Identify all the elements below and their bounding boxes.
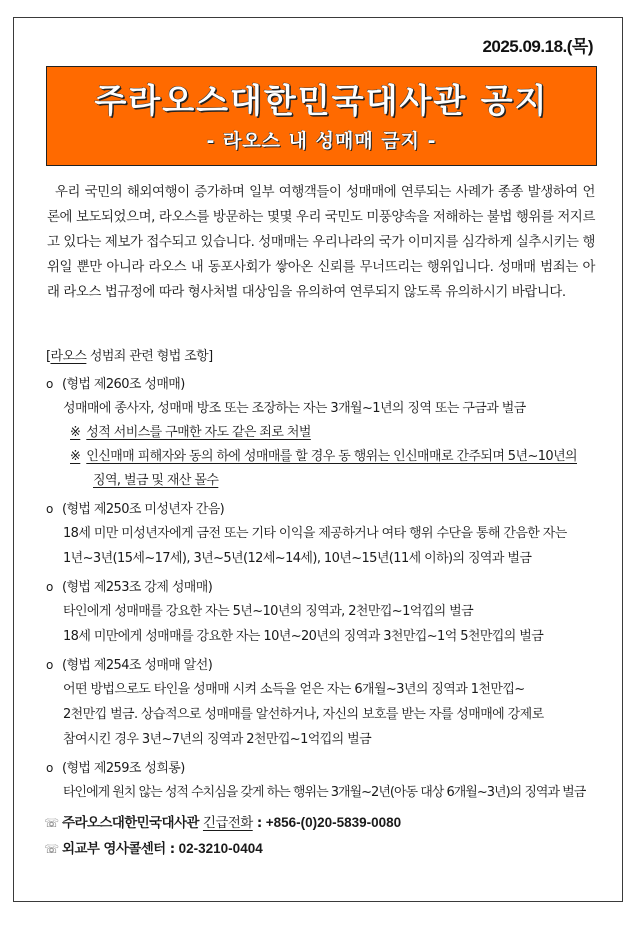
law-section — [46, 345, 601, 809]
phone-icon: ☏ — [44, 816, 59, 830]
contact-section — [44, 810, 401, 862]
law-line: 타인에게 원치 않는 성적 수치심을 갖게 하는 행위는 3개월~2년(아동 대상 6개월~3년)의 징역과 벌금 — [63, 785, 586, 800]
title-banner — [46, 66, 597, 166]
notice-subtitle: - 라오스 내 성매매 금지 - — [206, 130, 437, 152]
contact-org: 주라오스대한민국대사관 — [62, 815, 203, 831]
law-line: 타인에게 성매매를 강요한 자는 5년~10년의 징역과, 2천만낍~1억낍의 벌금 — [63, 604, 474, 619]
law-item-253 — [46, 575, 601, 649]
contact-phone-number[interactable]: +856-(0)20-5839-0080 — [265, 815, 402, 830]
law-note-continuation: 징역, 벌금 및 재산 몰수 — [93, 473, 219, 488]
intro-paragraph — [47, 180, 595, 305]
contact-embassy-emergency: ☏ 주라오스대한민국대사관 긴급전화 : +856-(0)20-5839-0080 — [44, 810, 401, 836]
bullet-icon: o — [46, 761, 53, 775]
law-line: 참여시킨 경우 3년~7년의 징역과 2천만낍~1억낍의 벌금 — [63, 732, 372, 747]
law-title: o (형법 제260조 성매매) — [46, 372, 601, 396]
law-item-250 — [46, 497, 601, 571]
law-section-heading: [라오스 성범죄 관련 형법 조항] — [46, 349, 213, 364]
law-line: 18세 미만에게 성매매를 강요한 자는 10년~20년의 징역과 3천만낍~1억 5천만낍의 벌금 — [63, 629, 544, 644]
bullet-icon: o — [46, 502, 53, 516]
reference-mark-icon: ※ — [70, 449, 81, 464]
notice-date: 2025.09.18.(목) — [482, 37, 593, 56]
law-title: o (형법 제259조 성희롱) — [46, 756, 601, 780]
law-line: 성매매에 종사자, 성매매 방조 또는 조장하는 자는 3개월~1년의 징역 또는 구금과 벌금 — [63, 401, 526, 416]
law-note: ※ 성적 서비스를 구매한 자도 같은 죄로 처벌 — [70, 425, 311, 440]
contact-org: 외교부 영사콜센터 — [62, 841, 166, 857]
heading-underlined: 라오스 — [50, 349, 87, 364]
bullet-icon: o — [46, 658, 53, 672]
law-item-254 — [46, 653, 601, 752]
law-line: 18세 미만 미성년자에게 금전 또는 기타 이익을 제공하거나 여타 행위 수단을 통해 간음한 자는 — [63, 526, 567, 541]
reference-mark-icon: ※ — [70, 425, 81, 440]
law-item-260 — [46, 372, 601, 493]
law-line: 어떤 방법으로도 타인을 성매매 시켜 소득을 얻은 자는 6개월~3년의 징역과 1천만낍~ — [63, 682, 525, 697]
law-title: o (형법 제254조 성매매 알선) — [46, 653, 601, 677]
law-item-259 — [46, 756, 601, 805]
contact-phone-number[interactable]: 02-3210-0404 — [178, 841, 263, 856]
contact-consular-call-center: ☏ 외교부 영사콜센터 : 02-3210-0404 — [44, 836, 401, 862]
bullet-icon: o — [46, 377, 53, 391]
intro-text: 우리 국민의 해외여행이 증가하며 일부 여행객들이 성매매에 연루되는 사례가 종종 발생하여 언론에 보도되었으며, 라오스를 방문하는 몇몇 우리 국민도 미풍양속을 저해하는 불법 행위를 저지르고 있다는 제보가 접수되고 있습니다. 성매매는 우리나라의 국가 이미지를 심각하게 실추시키는 행위일 뿐만 아니라 라오스 내 동포사회가 쌓아온 신뢰를 무너뜨리는 행위입니다. 성매매 범죄는 아래 라오스 법규정에 따라 형사처벌 대상임을 유의하여 연루되지 않도록 유의하시기 바랍니다. — [47, 185, 595, 300]
bullet-icon: o — [46, 580, 53, 594]
law-line: 1년~3년(15세~17세), 3년~5년(12세~14세), 10년~15년(11세 이하)의 징역과 벌금 — [63, 551, 532, 566]
notice-title: 주라오스대한민국대사관 공지 — [94, 81, 549, 120]
law-title: o (형법 제253조 강제 성매매) — [46, 575, 601, 599]
law-line: 2천만낍 벌금. 상습적으로 성매매를 알선하거나, 자신의 보호를 받는 자를 성매매에 강제로 — [63, 707, 544, 722]
contact-label: 긴급전화 — [202, 815, 253, 831]
law-title: o (형법 제250조 미성년자 간음) — [46, 497, 601, 521]
phone-icon: ☏ — [44, 842, 59, 856]
law-note: ※ 인신매매 피해자와 동의 하에 성매매를 할 경우 동 행위는 인신매매로 간주되며 5년~10년의 — [70, 449, 577, 464]
